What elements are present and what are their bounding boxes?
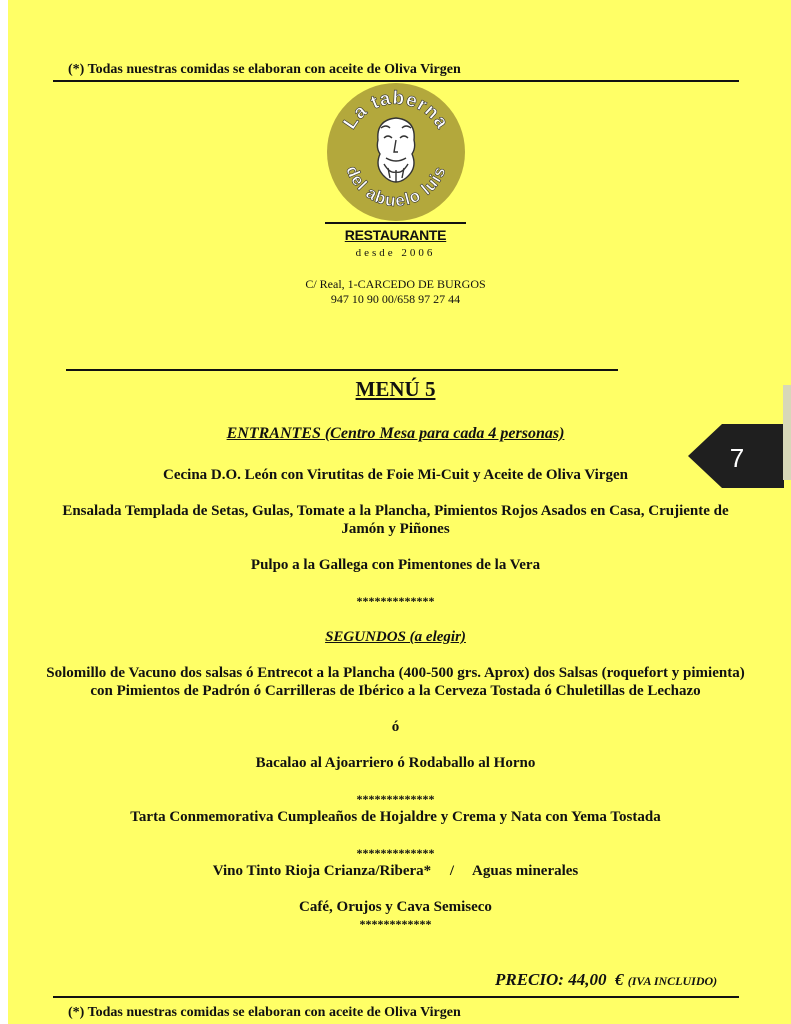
starter-item-2: Ensalada Templada de Setas, Gulas, Tomate a la Plancha, Pimientos Rojos Asados en Casa, Crujiente de Jamón y Piñones: [62, 503, 729, 537]
logo-underline: [325, 222, 466, 224]
price-tax-note: (IVA INCLUIDO): [627, 974, 718, 988]
starters-heading: ENTRANTES (Centro Mesa para cada 4 personas): [226, 425, 565, 442]
logo-text-bottom: del abuelo luis: [342, 163, 450, 211]
dessert-item: Tarta Conmemorativa Cumpleaños de Hojaldre y Crema y Nata con Yema Tostada: [130, 809, 661, 825]
menu-title: MENÚ 5: [355, 377, 436, 401]
scrollbar-thumb[interactable]: [783, 385, 791, 480]
page-number: 7: [729, 443, 745, 473]
address: C/ Real, 1-CARCEDO DE BURGOS: [305, 277, 486, 291]
coffee-item: Café, Orujos y Cava Semiseco: [299, 899, 492, 915]
drinks-item: Vino Tinto Rioja Crianza/Ribera* / Aguas minerales: [212, 863, 579, 879]
phone-numbers: 947 10 90 00/658 97 27 44: [330, 292, 461, 306]
bottom-divider: [53, 996, 739, 998]
mains-heading: SEGUNDOS (a elegir): [325, 629, 466, 645]
logo-text-top: La taberna: [339, 87, 453, 134]
separator: ************: [359, 917, 432, 931]
starter-item-1: Cecina D.O. León con Virutitas de Foie Mi-Cuit y Aceite de Oliva Virgen: [163, 467, 628, 483]
main-or-separator: ó: [391, 719, 400, 735]
section-divider: [66, 369, 618, 371]
old-man-face-icon: [377, 118, 414, 182]
brand-subtitle: RESTAURANTE: [344, 227, 447, 243]
menu-page: [8, 0, 791, 1024]
price-value: PRECIO: 44,00 €: [495, 970, 624, 989]
separator: *************: [356, 792, 435, 806]
price: [495, 970, 717, 990]
olive-oil-note-top: (*) Todas nuestras comidas se elaboran con aceite de Oliva Virgen: [68, 62, 461, 77]
olive-oil-note-bottom: (*) Todas nuestras comidas se elaboran con aceite de Oliva Virgen: [68, 1005, 461, 1020]
restaurant-logo: [326, 82, 466, 222]
separator: *************: [356, 594, 435, 608]
main-item-1: Solomillo de Vacuno dos salsas ó Entrecot a la Plancha (400-500 grs. Aprox) dos Salsas (roquefort y pimienta) con Pimientos de Padrón ó Carrilleras de Ibérico a la Cerveza Tostada ó Chuletillas de Lechazo: [46, 665, 745, 699]
founded-year: desde 2006: [355, 247, 436, 259]
separator: *************: [356, 846, 435, 860]
main-item-2: Bacalao al Ajoarriero ó Rodaballo al Horno: [255, 755, 536, 771]
starter-item-3: Pulpo a la Gallega con Pimentones de la Vera: [250, 557, 541, 573]
